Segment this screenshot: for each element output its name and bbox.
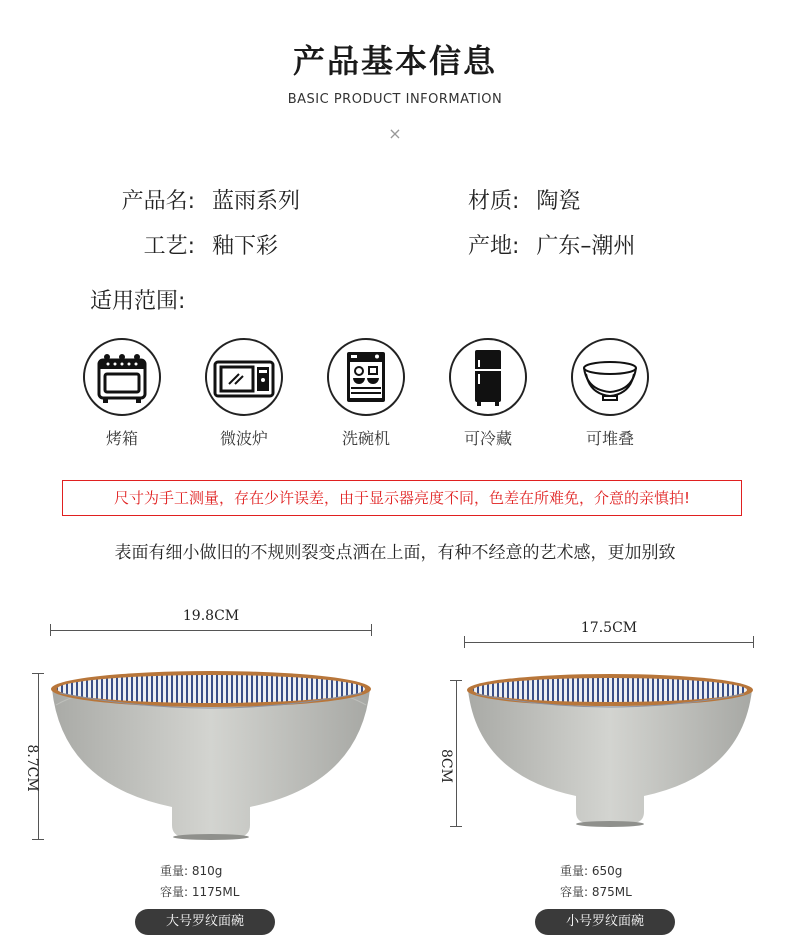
usage-refrigerator [449,338,527,449]
craft-label: 工艺: [143,234,195,259]
oven-icon [83,338,161,416]
usage-label-dishwasher: 洗碗机 [341,429,390,448]
height-dimension-tick-top-small [450,680,462,681]
scope-label: 适用范围: [90,289,186,314]
info-origin-row [468,229,635,260]
divider-mark: × [388,124,402,143]
dishwasher-icon [327,338,405,416]
stacked-bowls-icon [571,338,649,416]
height-dimension-tick-top-large [32,673,44,674]
width-dimension-label-small: 17.5CM [580,620,638,636]
name-value: 蓝雨系列 [212,189,301,214]
width-dimension-tick-left-small [464,636,465,648]
craft-value: 釉下彩 [212,234,279,259]
usage-label-oven: 烤箱 [105,429,138,448]
spec-capacity-large: 容量: 1175ML [160,885,240,899]
usage-label-refrigerator: 可冷藏 [463,429,512,448]
width-dimension-line-small [464,642,754,643]
spec-capacity-small: 容量: 875ML [560,885,632,899]
product-name-large: 大号罗纹面碗 [135,909,275,935]
usage-microwave [205,338,283,449]
usage-stacked-bowls [571,338,649,449]
usage-oven [83,338,161,449]
name-label: 产品名: [121,189,195,214]
info-name-row [100,184,300,215]
width-dimension-line-large [50,630,372,631]
description-text: 表面有细小做旧的不规则裂变点洒在上面，有种不经意的艺术感，更加别致 [114,543,676,563]
material-label: 材质: [468,189,520,214]
page-title: 产品基本信息 [292,42,497,80]
origin-label: 产地: [468,234,520,259]
refrigerator-icon [449,338,527,416]
small-bowl-image [462,668,758,832]
notice-box: 尺寸为手工测量，存在少许误差，由于显示器亮度不同，色差在所难免，介意的亲慎拍! [62,480,742,516]
width-dimension-tick-right-small [753,636,754,648]
usage-label-microwave: 微波炉 [219,429,268,448]
material-value: 陶瓷 [536,189,581,214]
spec-weight-large: 重量: 810g [160,864,223,878]
info-material-row [468,184,580,215]
height-dimension-line-small [456,680,457,827]
usage-label-stacked-bowls: 可堆叠 [585,429,634,448]
height-dimension-label-small: 8CM [438,749,454,783]
width-dimension-tick-left-large [50,624,51,636]
origin-value: 广东–潮州 [536,234,636,259]
width-dimension-tick-right-large [371,624,372,636]
width-dimension-label-large: 19.8CM [182,608,240,624]
microwave-icon [205,338,283,416]
info-craft-row [100,229,278,260]
height-dimension-tick-bottom-large [32,839,44,840]
large-bowl-image [46,665,376,845]
height-dimension-tick-bottom-small [450,826,462,827]
height-dimension-label-large: 8.7CM [24,744,40,792]
spec-weight-small: 重量: 650g [560,864,623,878]
usage-dishwasher [327,338,405,449]
product-name-small: 小号罗纹面碗 [535,909,675,935]
page-subtitle: BASIC PRODUCT INFORMATION [287,92,503,107]
